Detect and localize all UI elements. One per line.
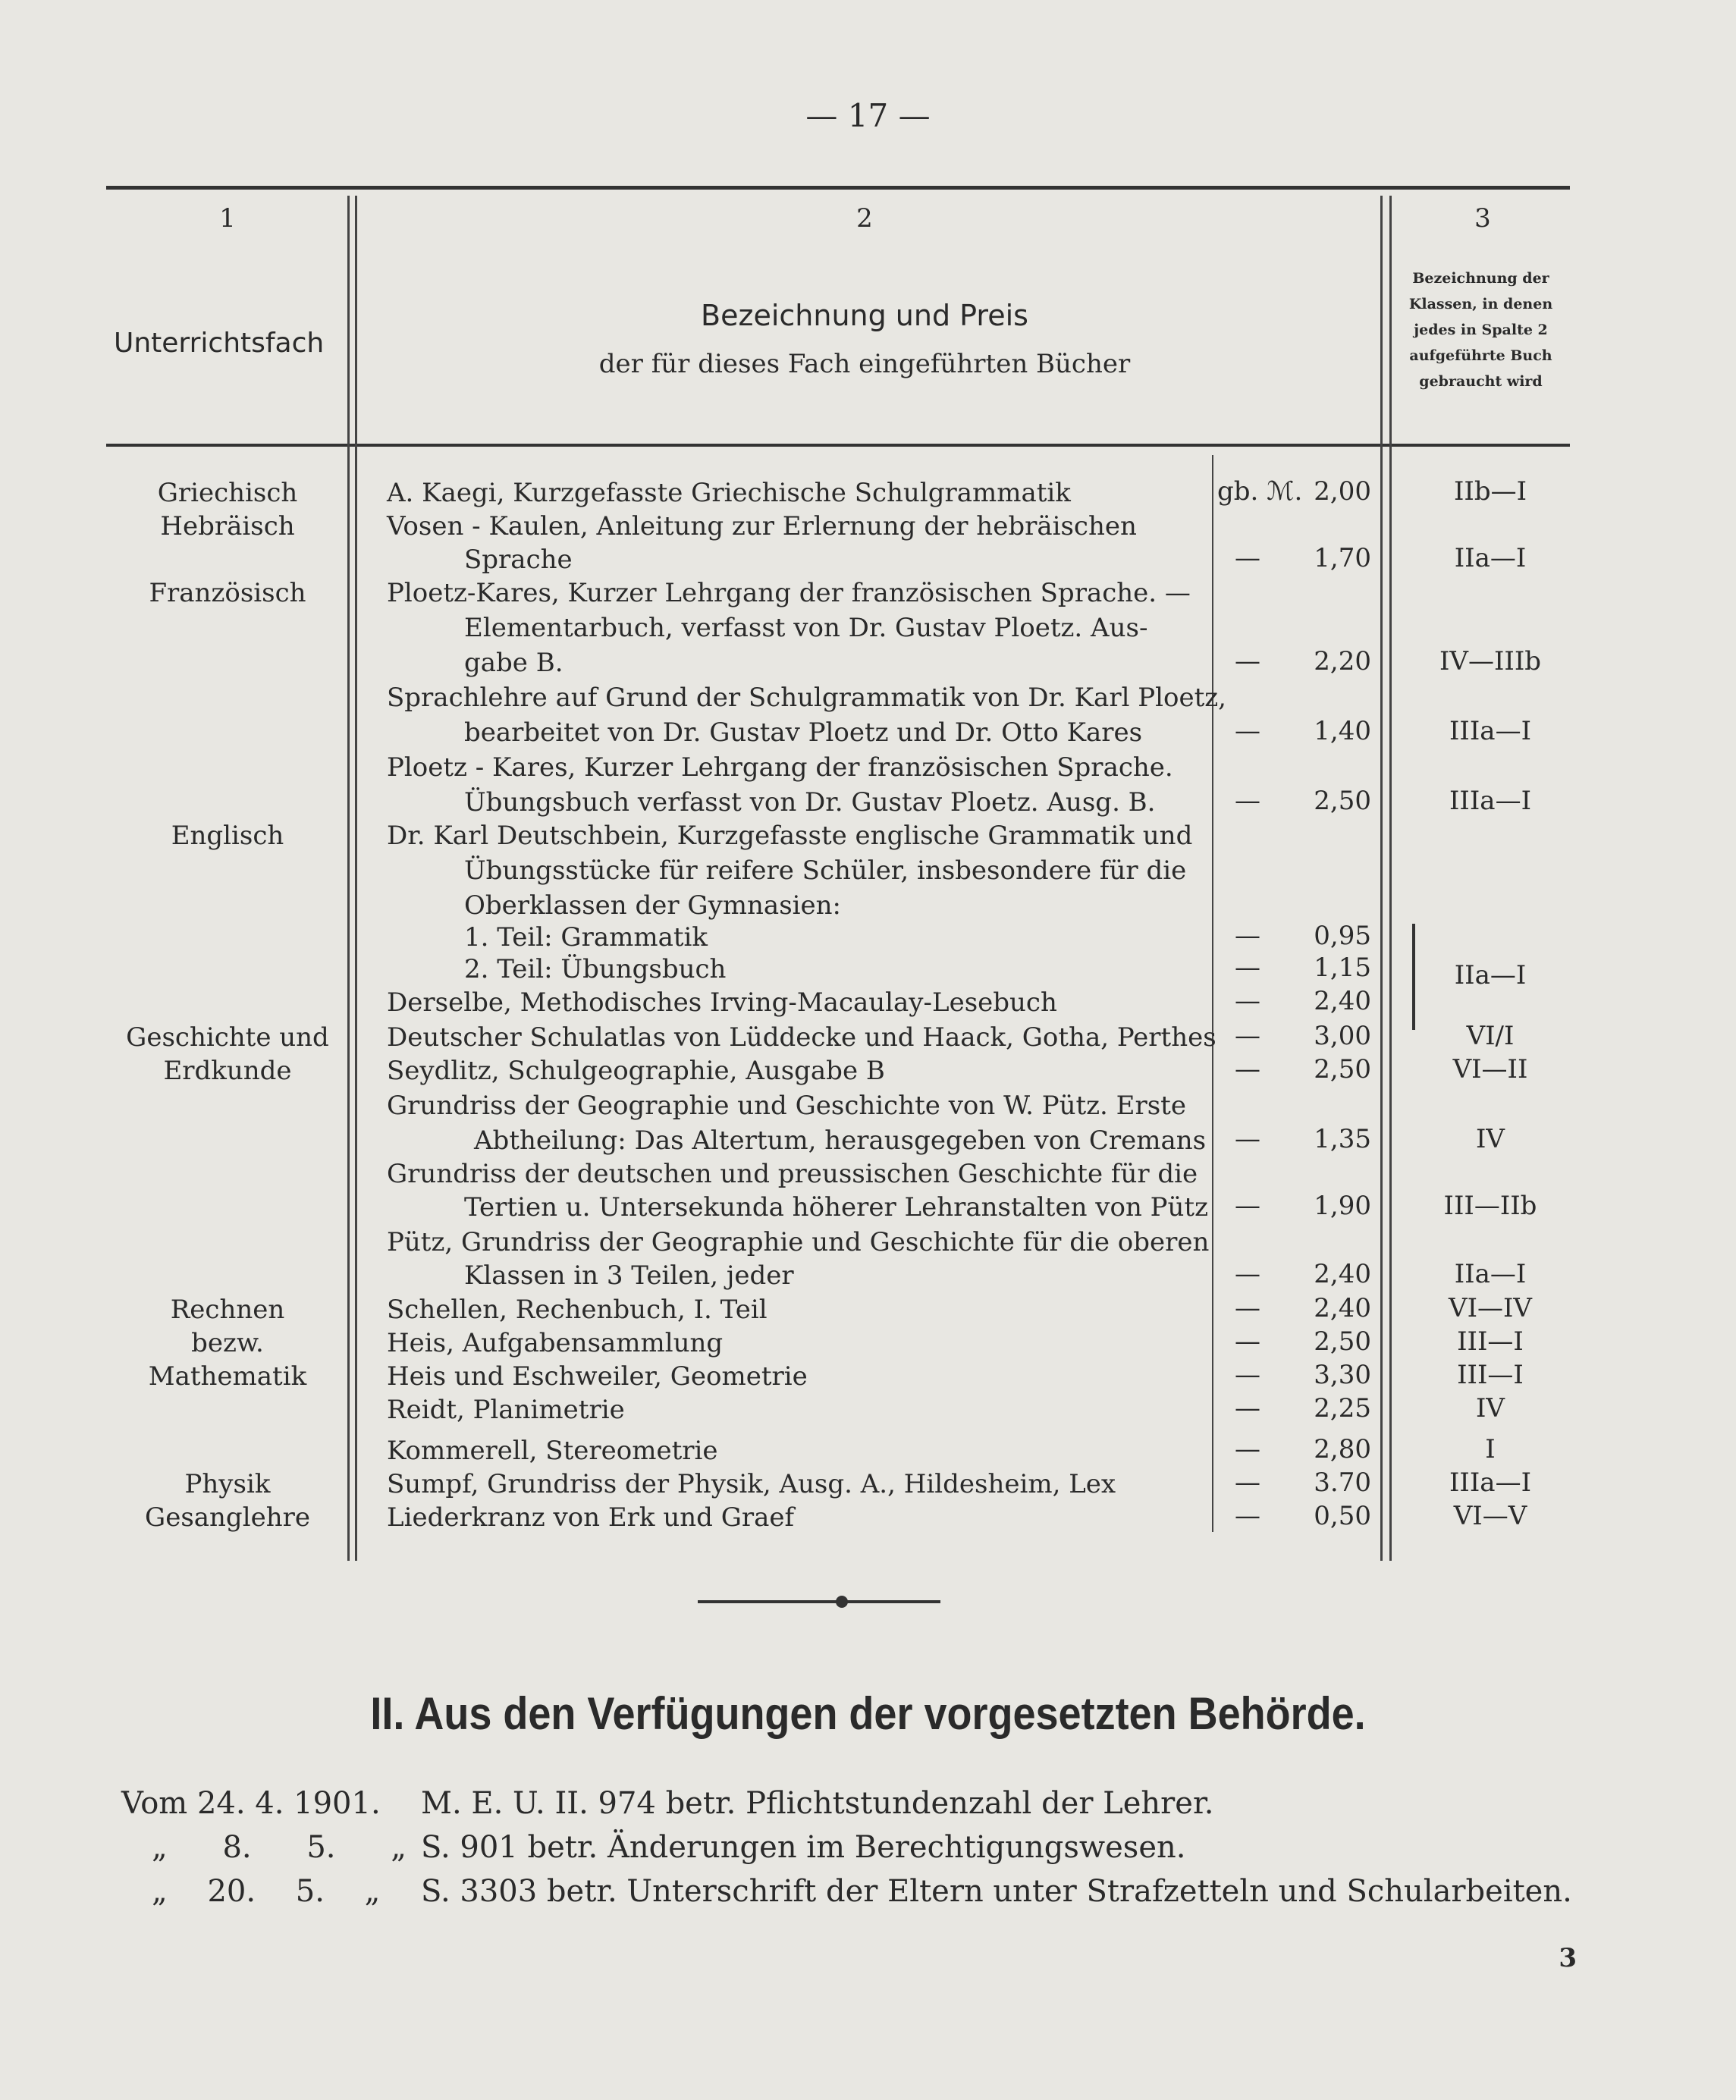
subject-label: Erdkunde bbox=[163, 1056, 292, 1086]
decree-text: M. E. U. II. 974 betr. Pflichtstundenzahl der Lehrer. bbox=[421, 1786, 1214, 1821]
book-line: Kommerell, Stereometrie bbox=[387, 1436, 718, 1466]
price-mark: — bbox=[1235, 953, 1260, 983]
book-line: Sumpf, Grundriss der Physik, Ausg. A., Hildesheim, Lex bbox=[387, 1469, 1116, 1499]
book-line: Grundriss der Geographie und Geschichte von W. Pütz. Erste bbox=[387, 1091, 1186, 1121]
price-value: 2,50 bbox=[1314, 1326, 1371, 1357]
price-mark: — bbox=[1235, 1360, 1260, 1390]
book-line: Ploetz - Kares, Kurzer Lehrgang der französischen Sprache. bbox=[387, 752, 1173, 783]
price-mark: gb. ℳ. bbox=[1217, 476, 1303, 507]
price-mark: — bbox=[1235, 1293, 1260, 1323]
book-line: Liederkranz von Erk und Graef bbox=[387, 1502, 795, 1533]
price-value: 1,90 bbox=[1314, 1191, 1371, 1221]
subject-label: Englisch bbox=[171, 821, 284, 851]
book-line: Übungsstücke für reifere Schüler, insbesondere für die bbox=[464, 855, 1187, 886]
col3-label-line: Klassen, in denen bbox=[1408, 296, 1553, 312]
book-line: Oberklassen der Gymnasien: bbox=[464, 890, 842, 921]
price-mark: — bbox=[1235, 543, 1260, 573]
price-value: 1,35 bbox=[1314, 1124, 1371, 1154]
col3-label-line: Bezeichnung der bbox=[1412, 270, 1549, 287]
col2-subtitle: der für dieses Fach eingeführten Bücher bbox=[598, 349, 1131, 379]
price-divider bbox=[1212, 455, 1213, 1532]
price-value: 1,70 bbox=[1314, 543, 1371, 573]
price-value: 1,15 bbox=[1314, 953, 1371, 983]
book-line: Sprachlehre auf Grund der Schulgrammatik von Dr. Karl Ploetz, bbox=[387, 683, 1226, 713]
price-mark: — bbox=[1235, 1326, 1260, 1357]
ornament-rule bbox=[698, 1600, 940, 1603]
classes-value: IV bbox=[1476, 1124, 1505, 1154]
price-mark: — bbox=[1235, 646, 1260, 676]
ornament-dot bbox=[836, 1596, 848, 1608]
classes-value: IIa—I bbox=[1454, 543, 1527, 573]
subject-label: Gesanglehre bbox=[145, 1502, 310, 1533]
section-title: II. Aus den Verfügungen der vorgesetzten Behörde. bbox=[370, 1688, 1366, 1739]
decree-date: Vom 24. 4. 1901. bbox=[121, 1786, 381, 1821]
classes-value: IIIa—I bbox=[1449, 716, 1531, 746]
price-value: 2,50 bbox=[1314, 1054, 1371, 1085]
col3-label-line: gebraucht wird bbox=[1419, 373, 1543, 390]
col1-label: Unterrichtsfach bbox=[114, 328, 325, 359]
table-header-rule bbox=[106, 444, 1570, 447]
classes-value: IIb—I bbox=[1453, 476, 1527, 507]
price-value: 2,25 bbox=[1314, 1393, 1371, 1424]
book-line: Klassen in 3 Teilen, jeder bbox=[464, 1260, 794, 1291]
sheet-mark: 3 bbox=[1559, 1943, 1577, 1973]
page-number: — 17 — bbox=[805, 97, 931, 134]
column-divider-1b bbox=[355, 196, 357, 1561]
book-line: Heis und Eschweiler, Geometrie bbox=[387, 1361, 808, 1392]
col3-label-line: jedes in Spalte 2 bbox=[1414, 322, 1548, 338]
price-value: 2,80 bbox=[1314, 1434, 1371, 1464]
col3-number: 3 bbox=[1474, 203, 1491, 234]
classes-value: IIa—I bbox=[1454, 960, 1527, 990]
book-line: Ploetz-Kares, Kurzer Lehrgang der französischen Sprache. — bbox=[387, 578, 1191, 608]
column-divider-2 bbox=[1380, 196, 1383, 1561]
col2-number: 2 bbox=[856, 203, 873, 234]
book-line: Vosen - Kaulen, Anleitung zur Erlernung der hebräischen bbox=[387, 511, 1137, 541]
price-mark: — bbox=[1235, 716, 1260, 746]
price-value: 2,20 bbox=[1314, 646, 1371, 676]
book-line: Grundriss der deutschen und preussischen Geschichte für die bbox=[387, 1159, 1198, 1189]
col2-title: Bezeichnung und Preis bbox=[701, 299, 1028, 332]
price-value: 2,50 bbox=[1314, 786, 1371, 816]
classes-value: III—IIb bbox=[1443, 1191, 1537, 1221]
price-value: 2,40 bbox=[1314, 986, 1371, 1016]
decree-date: „ 20. 5. „ bbox=[152, 1874, 381, 1909]
book-line: Pütz, Grundriss der Geographie und Geschichte für die oberen bbox=[387, 1227, 1210, 1257]
price-mark: — bbox=[1235, 1393, 1260, 1424]
classes-value: VI/I bbox=[1466, 1021, 1515, 1051]
subject-label: Rechnen bbox=[170, 1295, 285, 1325]
subject-label: Physik bbox=[184, 1469, 271, 1499]
book-line: Sprache bbox=[464, 545, 573, 575]
classes-value: VI—IV bbox=[1449, 1293, 1532, 1323]
book-line: Schellen, Rechenbuch, I. Teil bbox=[387, 1295, 768, 1325]
classes-value: IIIa—I bbox=[1449, 1467, 1531, 1498]
book-line: A. Kaegi, Kurzgefasste Griechische Schulgrammatik bbox=[387, 478, 1071, 508]
price-value: 3,30 bbox=[1314, 1360, 1371, 1390]
table-top-rule bbox=[106, 186, 1570, 190]
subject-label: Hebräisch bbox=[160, 511, 295, 541]
price-mark: — bbox=[1235, 1124, 1260, 1154]
classes-value: IIIa—I bbox=[1449, 786, 1531, 816]
book-line: Übungsbuch verfasst von Dr. Gustav Ploetz. Ausg. B. bbox=[464, 787, 1156, 818]
classes-value: III—I bbox=[1457, 1326, 1524, 1357]
price-mark: — bbox=[1235, 1259, 1260, 1289]
book-line: Heis, Aufgabensammlung bbox=[387, 1328, 724, 1358]
book-line: 2. Teil: Übungsbuch bbox=[464, 954, 727, 984]
price-mark: — bbox=[1235, 986, 1260, 1016]
column-divider-2b bbox=[1389, 196, 1392, 1561]
price-mark: — bbox=[1235, 1467, 1260, 1498]
book-line: Elementarbuch, verfasst von Dr. Gustav Ploetz. Aus- bbox=[464, 613, 1148, 643]
book-line: Abtheilung: Das Altertum, herausgegeben von Cremans bbox=[474, 1125, 1207, 1156]
price-mark: — bbox=[1235, 1501, 1260, 1531]
col3-label bbox=[1388, 265, 1574, 394]
book-line: 1. Teil: Grammatik bbox=[464, 922, 708, 953]
decree-text: S. 901 betr. Änderungen im Berechtigungswesen. bbox=[421, 1830, 1186, 1865]
book-line: Dr. Karl Deutschbein, Kurzgefasste englische Grammatik und bbox=[387, 821, 1193, 851]
price-value: 2,40 bbox=[1314, 1293, 1371, 1323]
price-value: 1,40 bbox=[1314, 716, 1371, 746]
price-mark: — bbox=[1235, 1021, 1260, 1051]
book-line: gabe B. bbox=[464, 648, 563, 678]
subject-label: Französisch bbox=[149, 578, 306, 608]
subject-label: bezw. Mathematik bbox=[148, 1328, 307, 1392]
classes-value: IV—IIIb bbox=[1439, 646, 1542, 676]
classes-value: IV bbox=[1476, 1393, 1505, 1424]
book-line: Tertien u. Untersekunda höherer Lehranstalten von Pütz bbox=[464, 1192, 1209, 1223]
price-value: 0,50 bbox=[1314, 1501, 1371, 1531]
decree-text: S. 3303 betr. Unterschrift der Eltern unter Strafzetteln und Schularbeiten. bbox=[421, 1874, 1572, 1909]
classes-value: VI—II bbox=[1452, 1054, 1528, 1085]
column-divider-1 bbox=[347, 196, 350, 1561]
book-line: Seydlitz, Schulgeographie, Ausgabe B bbox=[387, 1056, 885, 1086]
price-mark: — bbox=[1235, 786, 1260, 816]
price-value: 3,00 bbox=[1314, 1021, 1371, 1051]
book-line: Deutscher Schulatlas von Lüddecke und Haack, Gotha, Perthes bbox=[387, 1022, 1216, 1053]
price-mark: — bbox=[1235, 1054, 1260, 1085]
price-mark: — bbox=[1235, 921, 1260, 951]
decree-date: „ 8. 5. „ bbox=[152, 1830, 407, 1865]
book-line: Derselbe, Methodisches Irving-Macaulay-Lesebuch bbox=[387, 987, 1057, 1018]
col1-number: 1 bbox=[219, 203, 236, 234]
price-value: 2,00 bbox=[1314, 476, 1371, 507]
book-line: bearbeitet von Dr. Gustav Ploetz und Dr. Otto Kares bbox=[464, 717, 1143, 748]
classes-value: I bbox=[1485, 1434, 1496, 1464]
price-mark: — bbox=[1235, 1434, 1260, 1464]
price-value: 0,95 bbox=[1314, 921, 1371, 951]
classes-value: III—I bbox=[1457, 1360, 1524, 1390]
book-line: Reidt, Planimetrie bbox=[387, 1395, 625, 1425]
price-value: 3.70 bbox=[1314, 1467, 1371, 1498]
price-mark: — bbox=[1235, 1191, 1260, 1221]
price-value: 2,40 bbox=[1314, 1259, 1371, 1289]
classes-value: IIa—I bbox=[1454, 1259, 1527, 1289]
subject-label: Griechisch bbox=[157, 478, 298, 508]
subject-label: Geschichte und bbox=[126, 1022, 329, 1053]
col3-label-line: aufgeführte Buch bbox=[1409, 347, 1552, 364]
classes-value: VI—V bbox=[1453, 1501, 1527, 1531]
